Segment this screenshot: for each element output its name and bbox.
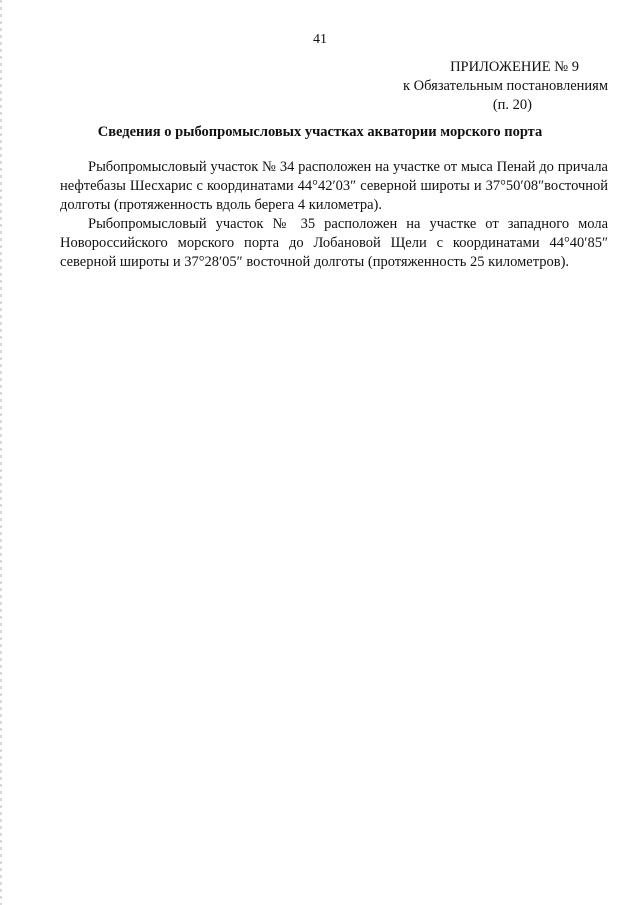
appendix-header (348, 58, 608, 115)
appendix-title: ПРИЛОЖЕНИЕ № 9 (450, 59, 579, 75)
paragraph-site-35: Рыбопромысловый участок № 35 расположен на участке от западного мола Новороссийского морского порта до Лобановой Щели с координатами 44°40′85″ северной широты и 37°28′05″ восточной долготы (протяженность 25 километров). (60, 216, 608, 270)
appendix-reference: (п. 20) (492, 97, 532, 113)
document-title: Сведения о рыбопромысловых участках акватории морского порта (97, 124, 543, 140)
paragraph-site-34: Рыбопромысловый участок № 34 расположен на участке от мыса Пенай до причала нефтебазы Шесхарис с координатами 44°42′03″ северной широты и 37°50′08″восточной долготы (протяженность вдоль берега 4 километра). (60, 159, 608, 213)
document-body (60, 158, 608, 272)
appendix-subtitle: к Обязательным постановлениям (403, 78, 608, 94)
page-number: 41 (313, 32, 327, 47)
